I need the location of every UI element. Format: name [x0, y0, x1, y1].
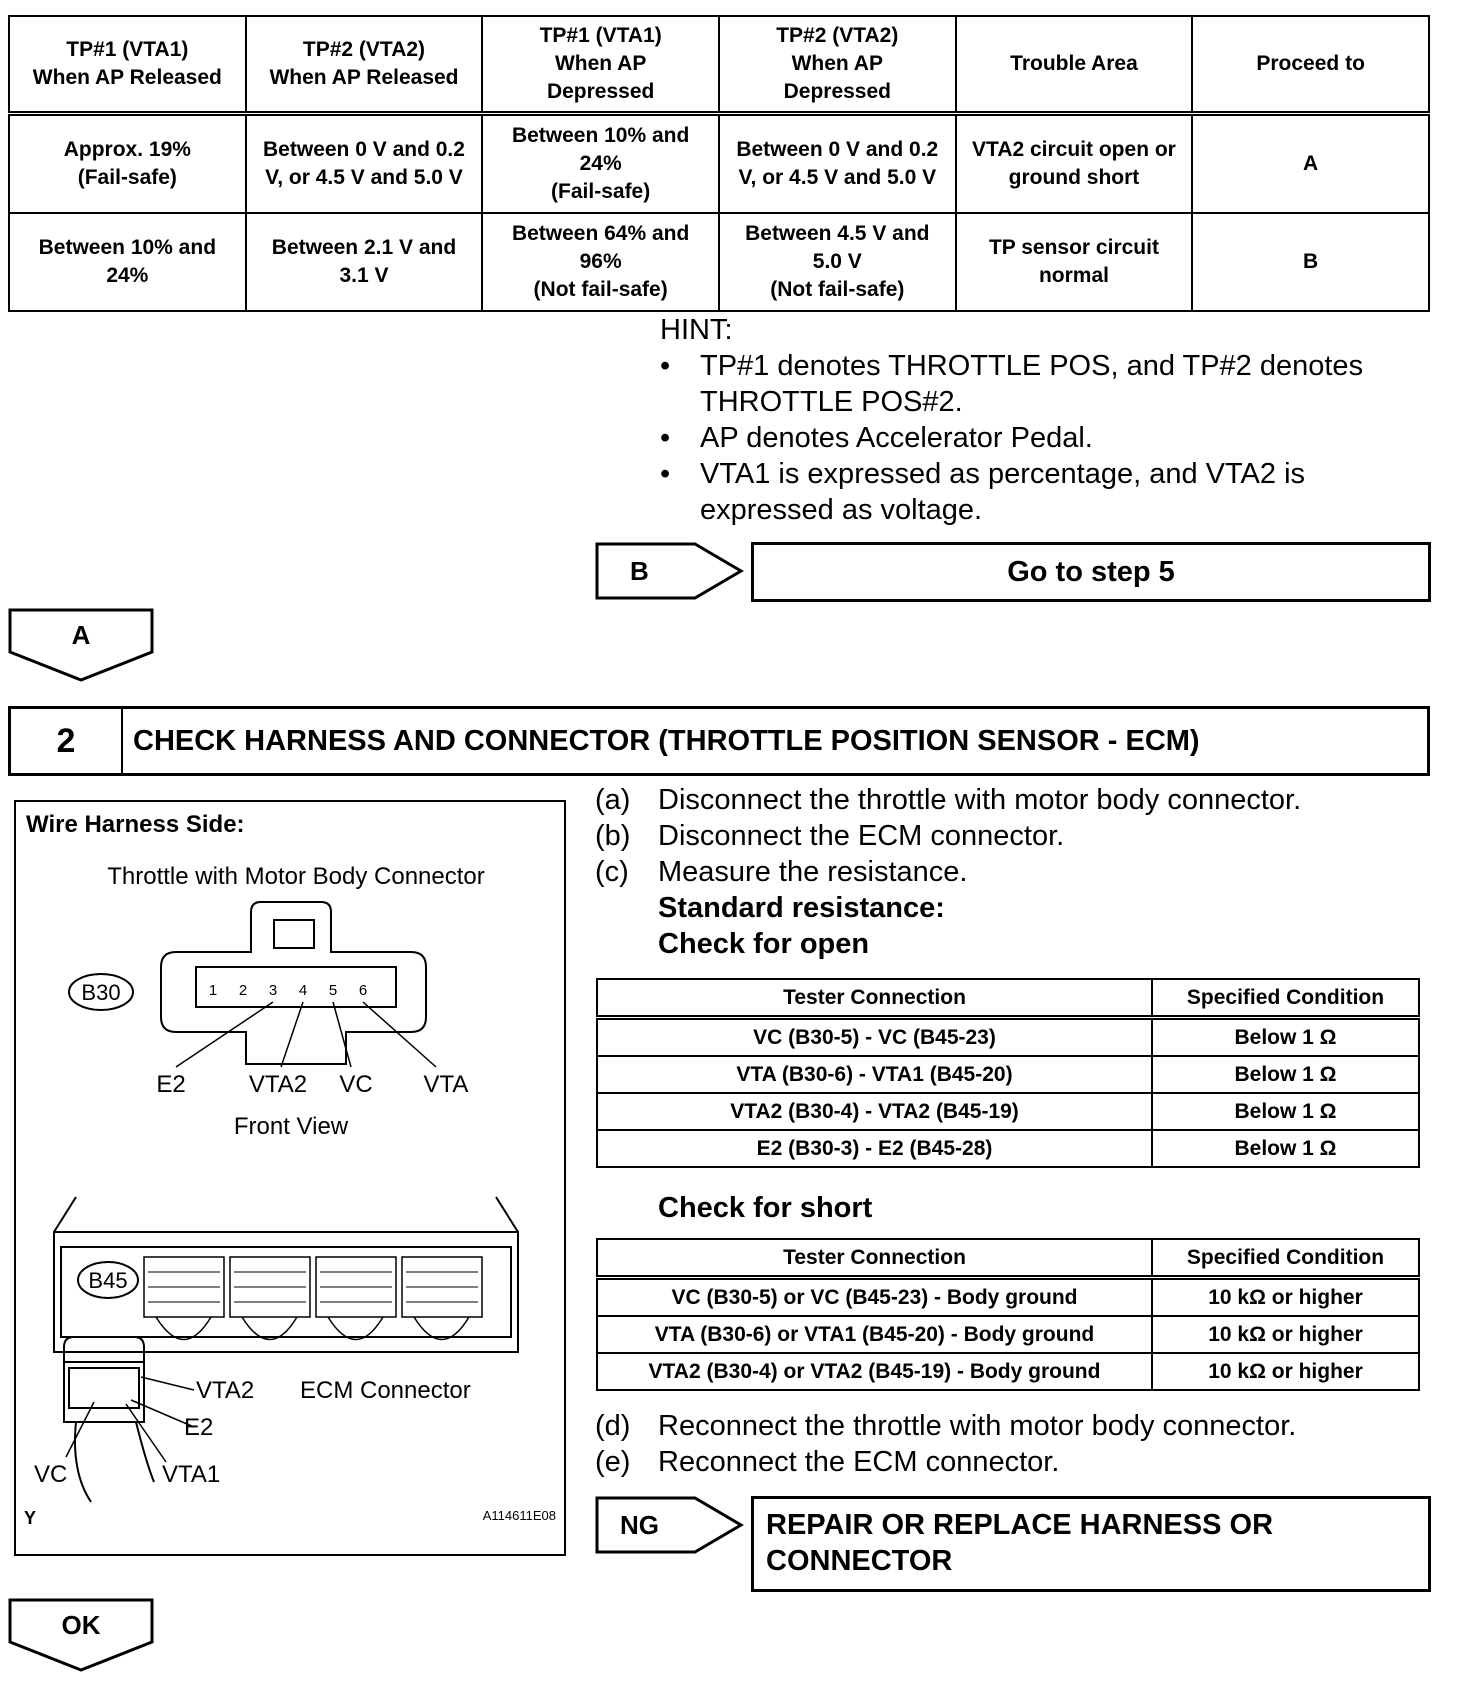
step-title: CHECK HARNESS AND CONNECTOR (THROTTLE POSITION SENSOR - ECM) [133, 724, 1200, 757]
header-cell: Specified Condition [1152, 1239, 1419, 1278]
table-cell: Between 10% and 24% [9, 213, 246, 311]
branch-ok-label: OK [61, 1610, 101, 1640]
check-short-title: Check for short [658, 1192, 873, 1224]
standard-resistance-text: Standard resistance: [658, 892, 945, 924]
step-2-header [8, 706, 1430, 776]
instruction-e [595, 1444, 1431, 1480]
header-cell: Tester Connection [597, 1239, 1152, 1278]
branch-ok-arrow[interactable] [8, 1598, 154, 1672]
table-cell: Below 1 Ω [1152, 1056, 1419, 1093]
connector1-id: B30 [81, 980, 121, 1005]
header-cell: Tester Connection [597, 979, 1152, 1018]
pin-label-vta: VTA [423, 1071, 469, 1098]
instruction-text: Reconnect the ECM connector. [658, 1446, 1060, 1478]
open-check-table [596, 978, 1420, 1168]
table-cell: Between 2.1 V and 3.1 V [246, 213, 483, 311]
table-cell: 10 kΩ or higher [1152, 1278, 1419, 1317]
result-table-header [9, 16, 1429, 114]
check-open-title [595, 926, 1431, 962]
connector-latch-icon [274, 920, 314, 948]
ecm-label-vta2: VTA2 [196, 1377, 255, 1404]
table-cell: 10 kΩ or higher [1152, 1316, 1419, 1353]
table-cell: Below 1 Ω [1152, 1093, 1419, 1130]
pin-6: 6 [358, 982, 368, 999]
wire-harness-diagram [14, 800, 566, 1556]
pin-1: 1 [208, 982, 218, 999]
pin-5: 5 [328, 982, 338, 999]
figure-id: A114611E08 [482, 1508, 556, 1523]
short-check-table [596, 1238, 1420, 1391]
hint-item: • TP#1 denotes THROTTLE POS, and TP#2 denotes THROTTLE POS#2. [660, 348, 1430, 420]
table-cell: A [1192, 114, 1429, 214]
instruction-label: (e) [595, 1446, 631, 1478]
ecm-label-vc: VC [34, 1461, 68, 1488]
instruction-label: (d) [595, 1410, 631, 1442]
table-row [597, 1278, 1419, 1317]
diagram-heading: Wire Harness Side: [26, 811, 245, 838]
header-cell: TP#1 (VTA1) When AP Depressed [482, 16, 719, 114]
ecm-small-connector-icon [64, 1337, 154, 1502]
table-cell: Approx. 19% (Fail-safe) [9, 114, 246, 214]
ecm-plug-icons [144, 1257, 482, 1340]
hint-item: • VTA1 is expressed as percentage, and VTA2 is expressed as voltage. [660, 456, 1430, 528]
instruction-d [595, 1408, 1431, 1444]
connector1-title: Throttle with Motor Body Connector [107, 863, 485, 890]
table-cell: Between 4.5 V and 5.0 V (Not fail-safe) [719, 213, 956, 311]
instruction-label: (a) [595, 784, 631, 816]
header-cell: TP#2 (VTA2) When AP Released [246, 16, 483, 114]
pin-4: 4 [298, 982, 308, 999]
table-row [597, 1316, 1419, 1353]
table-cell: VTA2 circuit open or ground short [956, 114, 1193, 214]
header-cell: Trouble Area [956, 16, 1193, 114]
step-number: 2 [11, 709, 123, 773]
ecm-label-e2: E2 [184, 1414, 214, 1441]
table-cell: VTA2 (B30-4) - VTA2 (B45-19) [597, 1093, 1152, 1130]
pin-leader-lines [176, 1002, 436, 1067]
open-table-header [597, 979, 1419, 1018]
hint-item: • AP denotes Accelerator Pedal. [660, 420, 1430, 456]
instruction-text: Disconnect the ECM connector. [658, 820, 1065, 852]
repair-harness-box[interactable]: REPAIR OR REPLACE HARNESS OR CONNECTOR [751, 1496, 1431, 1592]
branch-b-label: B [630, 556, 649, 586]
front-view-label: Front View [233, 1113, 349, 1140]
table-cell: Below 1 Ω [1152, 1130, 1419, 1167]
short-table-header [597, 1239, 1419, 1278]
branch-a-arrow[interactable] [8, 608, 154, 682]
table-row [9, 213, 1429, 311]
result-table [8, 15, 1430, 312]
table-cell: Between 0 V and 0.2 V, or 4.5 V and 5.0 V [719, 114, 956, 214]
table-row [597, 1353, 1419, 1390]
instruction-label: (c) [595, 856, 629, 888]
table-row [597, 1056, 1419, 1093]
pin-label-vc: VC [339, 1071, 373, 1098]
instructions-upper [595, 782, 1431, 962]
throttle-connector-icon [161, 902, 426, 1064]
table-cell: Below 1 Ω [1152, 1018, 1419, 1057]
standard-resistance-label [595, 890, 1431, 926]
ecm-connector-title: ECM Connector [300, 1377, 471, 1404]
table-cell: VTA (B30-6) or VTA1 (B45-20) - Body ground [597, 1316, 1152, 1353]
ecm-label-vta1: VTA1 [162, 1461, 221, 1488]
table-cell: VC (B30-5) - VC (B45-23) [597, 1018, 1152, 1057]
pin-2: 2 [238, 982, 248, 999]
check-open-text: Check for open [658, 928, 870, 960]
diagram-svg [16, 802, 564, 1554]
corner-left-mark: Y [24, 1508, 37, 1528]
instructions-lower [595, 1408, 1431, 1480]
branch-ng-arrow[interactable] [595, 1496, 745, 1554]
table-cell: Between 10% and 24% (Fail-safe) [482, 114, 719, 214]
table-cell: Between 0 V and 0.2 V, or 4.5 V and 5.0 V [246, 114, 483, 214]
pin-3: 3 [268, 982, 278, 999]
instruction-b [595, 818, 1431, 854]
table-row [9, 114, 1429, 214]
header-cell: Proceed to [1192, 16, 1429, 114]
table-cell: VTA (B30-6) - VTA1 (B45-20) [597, 1056, 1152, 1093]
instruction-text: Disconnect the throttle with motor body connector. [658, 784, 1302, 816]
branch-ng-label: NG [620, 1510, 659, 1540]
header-cell: TP#2 (VTA2) When AP Depressed [719, 16, 956, 114]
header-cell: Specified Condition [1152, 979, 1419, 1018]
ecm-leader-lines [66, 1377, 194, 1462]
ecm-plug-grid [148, 1272, 478, 1302]
instruction-a [595, 782, 1431, 818]
connector2-id: B45 [88, 1268, 128, 1293]
table-cell: TP sensor circuit normal [956, 213, 1193, 311]
table-cell: VC (B30-5) or VC (B45-23) - Body ground [597, 1278, 1152, 1317]
table-cell: E2 (B30-3) - E2 (B45-28) [597, 1130, 1152, 1167]
table-row [597, 1018, 1419, 1057]
hint-title: HINT: [660, 314, 733, 346]
branch-b-arrow[interactable] [595, 542, 745, 600]
pin-label-vta2: VTA2 [248, 1071, 308, 1098]
table-cell: VTA2 (B30-4) or VTA2 (B45-19) - Body ground [597, 1353, 1152, 1390]
instruction-label: (b) [595, 820, 631, 852]
hint-list [660, 348, 1430, 528]
instruction-text: Measure the resistance. [658, 856, 968, 888]
hint-block [660, 312, 1430, 528]
instruction-text: Reconnect the throttle with motor body connector. [658, 1410, 1297, 1442]
table-row [597, 1093, 1419, 1130]
table-cell: 10 kΩ or higher [1152, 1353, 1419, 1390]
table-row [597, 1130, 1419, 1167]
table-cell: Between 64% and 96% (Not fail-safe) [482, 213, 719, 311]
header-cell: TP#1 (VTA1) When AP Released [9, 16, 246, 114]
table-cell: B [1192, 213, 1429, 311]
pin-label-e2: E2 [156, 1071, 186, 1098]
branch-a-label: A [71, 620, 91, 650]
go-to-step-5-box[interactable]: Go to step 5 [751, 542, 1431, 602]
instruction-c [595, 854, 1431, 890]
